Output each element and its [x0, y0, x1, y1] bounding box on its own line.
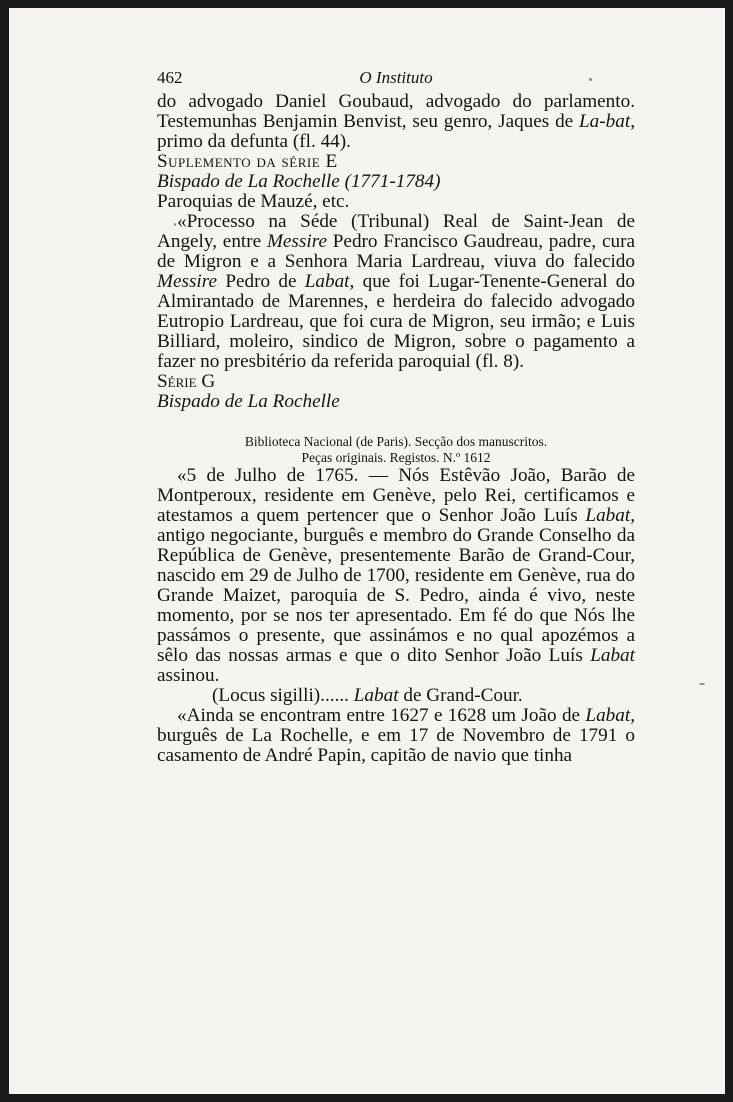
parishes-line: Paroquias de Mauzé, etc.	[157, 191, 350, 212]
bishopric-heading-e: Bispado de La Rochelle (1771-1784)	[157, 171, 441, 192]
locus-sigilli-line: (Locus sigilli)...... Labat de Grand-Cour.	[212, 685, 523, 706]
library-line-2: Peças originais. Registos. N.º 1612	[301, 450, 491, 465]
scanned-page	[9, 8, 725, 1094]
running-header	[157, 68, 635, 92]
bishopric-heading-g: Bispado de La Rochelle	[157, 391, 340, 412]
library-line-1: Biblioteca Nacional (de Paris). Secção dos manuscritos.	[244, 434, 548, 449]
paragraph-processo: «Processo na Séde (Tribunal) Real de Saint-Jean de Angely, entre Messire Pedro Francisco Gaudreau, padre, cura de Migron e a Senhora Maria Lardreau, viuva do falecido Messire Pedro de Labat, que foi Lugar-Tenente-General do Almirantado de Marennes, e herdeira do falecido advogado Eutropio Lardreau, que foi cura de Migron, seu irmão; e Luis Billiard, moleiro, sindico de Migron, sobre o pagamento a fazer no presbitério da referida paroquial (fl. 8).	[157, 211, 636, 372]
section-heading-g: Série G	[157, 371, 216, 392]
paragraph-certificate: «5 de Julho de 1765. — Nós Estêvão João, Barão de Montperoux, residente em Genève, pelo Rei, certificamos e atestamos a quem pertencer que o Senhor João Luís Labat, antigo negociante, burguês e membro do Grande Conselho da República de Genève, presentemente Barão de Grand-Cour, nascido em 29 de Julho de 1700, residente em Genève, rua do Grande Maizet, paroquia de S. Pedro, ainda é vivo, neste momento, por se nos ter apresentado. Em fé do que Nós lhe passámos o presente, que assinámos e no qual apozémos a sêlo das nossas armas e que o dito Senhor João Luís Labat assinou.	[157, 465, 635, 686]
scan-speck	[699, 683, 705, 685]
section-heading-e: Suplemento da série E	[157, 151, 338, 172]
paragraph-continuation: do advogado Daniel Goubaud, advogado do parlamento. Testemunhas Benjamin Benvist, seu genro, Jaques de La-bat, primo da defunta (fl. 44).	[157, 91, 635, 152]
running-title: O Instituto	[359, 68, 433, 87]
text-column	[157, 68, 635, 766]
page-number: 462	[157, 68, 183, 87]
paragraph-ainda: «Ainda se encontram entre 1627 e 1628 um João de Labat, burguês de La Rochelle, e em 17 de Novembro de 1791 o casamento de André Papin, capitão de navio que tinha	[157, 705, 635, 766]
library-reference	[157, 434, 635, 466]
